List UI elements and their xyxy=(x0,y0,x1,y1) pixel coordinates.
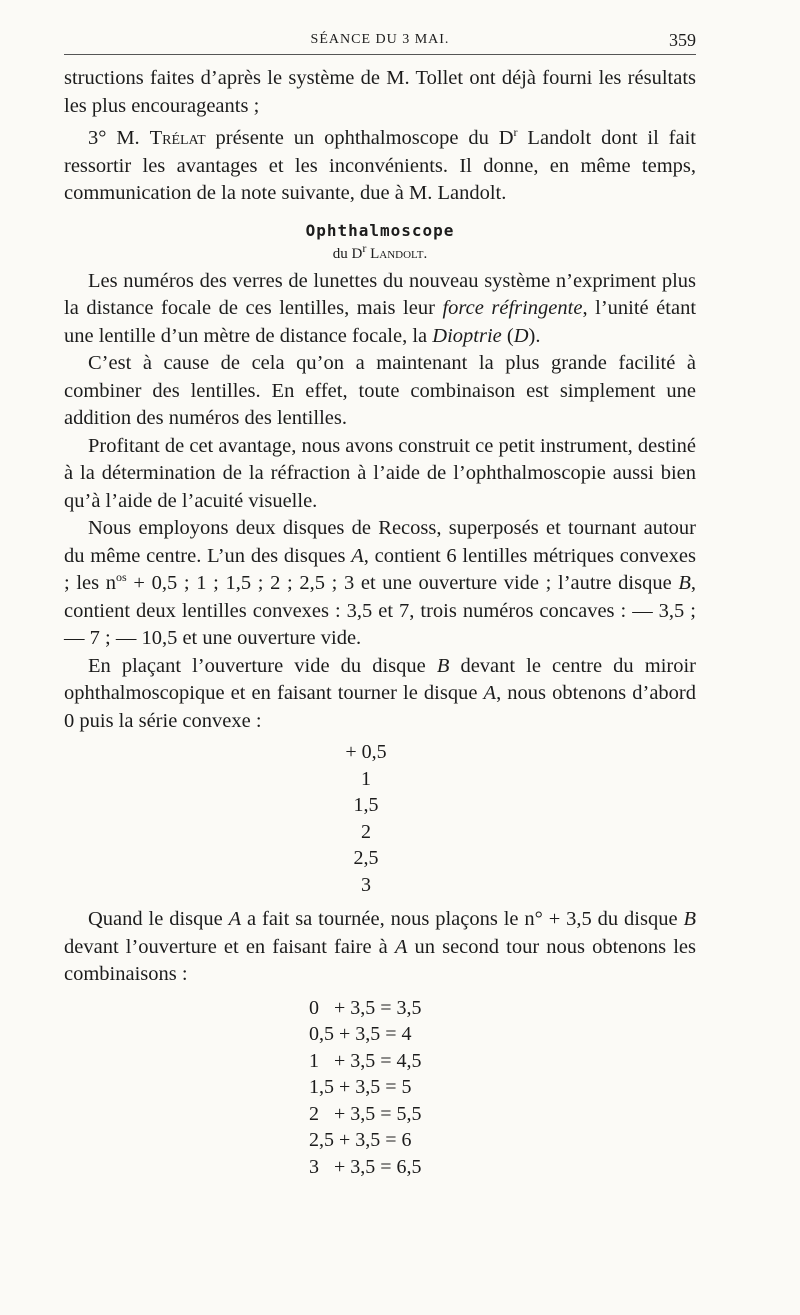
convex-series xyxy=(340,739,696,898)
paragraph-profitant: Profitant de cet avantage, nous avons construit ce petit instrument, destiné à la détermination de la réfraction à l’aide de l’ophthalmoscopie aussi bien qu’à l’aide de l’acuité visuelle. xyxy=(64,434,697,512)
paragraph-tournee: Quand le disque A a fait sa tournée, nous plaçons le n° + 3,5 du disque B devant l’ouverture et en faisant faire à A un second tour nous obtenons les combinaisons : xyxy=(64,908,696,985)
series-item: 1,5 xyxy=(353,794,379,816)
section-heading: Ophthalmoscope xyxy=(305,220,455,240)
combination-row: 3 + 3,5 = 6,5 xyxy=(309,1155,422,1178)
page-number: 359 xyxy=(669,30,696,50)
running-title: SÉANCE DU 3 MAI. xyxy=(310,32,450,47)
paragraph-trelat: 3° M. Trélat présente un ophthalmoscope du $D^r$ Landolt dont il fait ressortir les avantages et les inconvénients. Il donne, en même temps, communication de la note suivante, due à M. Landolt. xyxy=(64,125,696,204)
series-item: 3 xyxy=(361,873,371,896)
paragraph-disques: Nous employons deux disques de Recoss, superposés et tournant autour du même centre. L’un des disques A, contient 6 lentilles métriques convexes ; les $n^{os} + 0,5$ ; 1 ; 1,5 ; 2 ; 2,5 ; 3 et une ouverture vide ; l’autre disque B, contient deux lentilles convexes : 3,5 et 7, trois numéros concaves : — 3,5 ; — 7 ; — 10,5 et une ouverture vide. xyxy=(64,517,697,649)
paragraph-ouverture: En plaçant l’ouverture vide du disque B devant le centre du miroir ophthalmoscopique et en faisant tourner le disque A, nous obtenons d’abord 0 puis la série convexe : xyxy=(64,654,696,732)
combination-row: 0 + 3,5 = 3,5 xyxy=(309,996,422,1019)
paragraph-numeros: Les numéros des verres de lunettes du nouveau système n’expriment plus la distance focale de ces lentilles, mais leur force réfringente, l’unité étant une lentille d’un mètre de distance focale, la Dioptrie (D). xyxy=(64,269,697,347)
combination-row: 2,5 + 3,5 = 6 xyxy=(309,1129,412,1151)
running-head xyxy=(64,28,696,55)
combination-row: 1 + 3,5 = 4,5 xyxy=(309,1049,422,1072)
series-item: + 0,5 xyxy=(345,741,387,763)
combination-row: 1,5 + 3,5 = 5 xyxy=(309,1076,412,1098)
paragraph-facilite: C’est à cause de cela qu’on a maintenant la plus grande facilité à combiner des lentilles. En effet, toute combinaison est simplement une addition des numéros des lentilles. xyxy=(64,352,696,429)
series-item: 2,5 xyxy=(353,847,379,869)
document-page xyxy=(64,28,696,1188)
combinations-list xyxy=(309,995,696,1181)
section-subheading: du $D^r$ Landolt. xyxy=(332,240,428,262)
combination-row: 2 + 3,5 = 5,5 xyxy=(309,1102,422,1125)
series-item: 2 xyxy=(361,820,371,843)
combination-row: 0,5 + 3,5 = 4 xyxy=(309,1023,412,1045)
series-item: 1 xyxy=(361,767,371,790)
paragraph-continuation: structions faites d’après le système de M. Tollet ont déjà fourni les résultats les plus encourageants ; xyxy=(64,67,696,117)
